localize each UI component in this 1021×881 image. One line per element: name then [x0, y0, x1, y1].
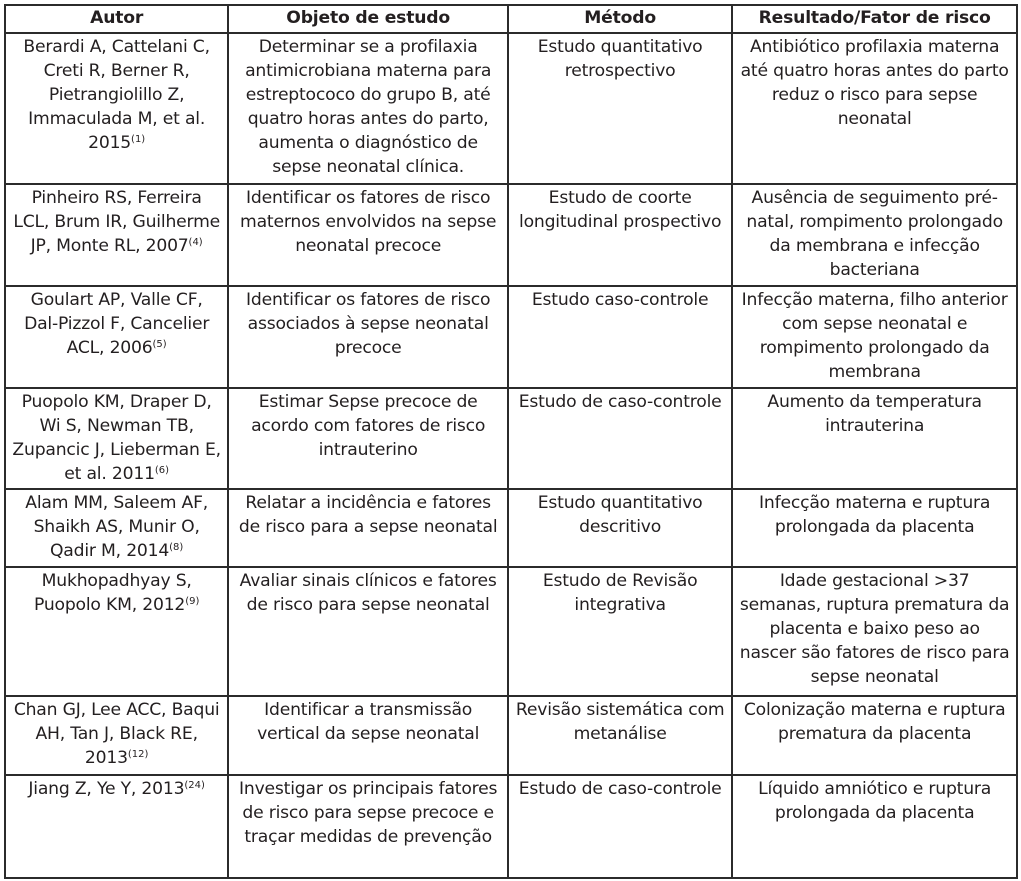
cell-objeto: Estimar Sepse precoce de acordo com fatores de risco intrauterino	[228, 388, 508, 489]
cell-autor	[5, 696, 228, 775]
header-metodo: Método	[508, 5, 732, 33]
cell-objeto: Identificar os fatores de risco maternos envolvidos na sepse neonatal precoce	[228, 184, 508, 286]
author-text: Berardi A, Cattelani C, Creti R, Berner R, Pietrangiolillo Z, Immaculada M, et al. 2015	[23, 37, 210, 153]
cell-objeto: Identificar os fatores de risco associados à sepse neonatal precoce	[228, 286, 508, 388]
author-text: Mukhopadhyay S, Puopolo KM, 2012	[33, 571, 192, 615]
header-autor: Autor	[5, 5, 228, 33]
cell-metodo: Estudo de caso-controle	[508, 388, 732, 489]
table-header-row	[5, 5, 1017, 33]
table-row	[5, 775, 1017, 878]
cell-resultado: Infecção materna e ruptura prolongada da placenta	[732, 489, 1017, 567]
author-text: Puopolo KM, Draper D, Wi S, Newman TB, Zupancic J, Lieberman E, et al. 2011	[12, 392, 221, 484]
author-text: Alam MM, Saleem AF, Shaikh AS, Munir O, Qadir M, 2014	[25, 493, 209, 561]
cell-resultado: Idade gestacional >37 semanas, ruptura prematura da placenta e baixo peso ao nascer são fatores de risco para sepse neonatal	[732, 567, 1017, 696]
cell-metodo: Estudo quantitativo descritivo	[508, 489, 732, 567]
cell-objeto: Investigar os principais fatores de risco para sepse precoce e traçar medidas de prevenção	[228, 775, 508, 878]
table-row	[5, 286, 1017, 388]
cell-metodo: Estudo quantitativo retrospectivo	[508, 33, 732, 184]
author-text: Pinheiro RS, Ferreira LCL, Brum IR, Guilherme JP, Monte RL, 2007	[13, 188, 220, 256]
cell-resultado: Antibiótico profilaxia materna até quatro horas antes do parto reduz o risco para sepse neonatal	[732, 33, 1017, 184]
studies-table	[4, 4, 1018, 879]
cell-autor	[5, 184, 228, 286]
cell-autor	[5, 567, 228, 696]
table-row	[5, 489, 1017, 567]
cell-objeto: Avaliar sinais clínicos e fatores de risco para sepse neonatal	[228, 567, 508, 696]
cell-metodo: Estudo de caso-controle	[508, 775, 732, 878]
cell-objeto: Relatar a incidência e fatores de risco para a sepse neonatal	[228, 489, 508, 567]
table-row	[5, 388, 1017, 489]
cell-metodo: Revisão sistemática com metanálise	[508, 696, 732, 775]
reference-number: (24)	[184, 780, 205, 791]
cell-resultado: Aumento da temperatura intrauterina	[732, 388, 1017, 489]
table-row	[5, 567, 1017, 696]
cell-metodo: Estudo de coorte longitudinal prospectivo	[508, 184, 732, 286]
author-text: Goulart AP, Valle CF, Dal-Pizzol F, Cancelier ACL, 2006	[24, 290, 210, 358]
cell-metodo: Estudo de Revisão integrativa	[508, 567, 732, 696]
cell-resultado: Colonização materna e ruptura prematura da placenta	[732, 696, 1017, 775]
table-row	[5, 33, 1017, 184]
cell-objeto: Determinar se a profilaxia antimicrobiana materna para estreptococo do grupo B, até quatro horas antes do parto, aumenta o diagnóstico de sepse neonatal clínica.	[228, 33, 508, 184]
header-objeto-de-estudo: Objeto de estudo	[228, 5, 508, 33]
cell-resultado: Ausência de seguimento pré-natal, rompimento prolongado da membrana e infecção bacteriana	[732, 184, 1017, 286]
table-row	[5, 184, 1017, 286]
cell-autor	[5, 286, 228, 388]
cell-resultado: Líquido amniótico e ruptura prolongada da placenta	[732, 775, 1017, 878]
reference-number: (4)	[188, 237, 203, 248]
cell-objeto: Identificar a transmissão vertical da sepse neonatal	[228, 696, 508, 775]
reference-number: (12)	[127, 749, 149, 760]
cell-resultado: Infecção materna, filho anterior com sepse neonatal e rompimento prolongado da membrana	[732, 286, 1017, 388]
author-text: Chan GJ, Lee ACC, Baqui AH, Tan J, Black RE, 2013	[13, 700, 220, 768]
reference-number: (9)	[185, 596, 200, 607]
table-row	[5, 696, 1017, 775]
author-text: Jiang Z, Ye Y, 2013	[28, 779, 185, 799]
reference-number: (8)	[169, 542, 184, 553]
reference-number: (5)	[152, 339, 167, 350]
reference-number: (1)	[131, 134, 146, 145]
cell-autor	[5, 775, 228, 878]
cell-autor	[5, 33, 228, 184]
cell-autor	[5, 489, 228, 567]
header-resultado: Resultado/Fator de risco	[732, 5, 1017, 33]
cell-metodo: Estudo caso-controle	[508, 286, 732, 388]
reference-number: (6)	[154, 465, 170, 476]
cell-autor	[5, 388, 228, 489]
